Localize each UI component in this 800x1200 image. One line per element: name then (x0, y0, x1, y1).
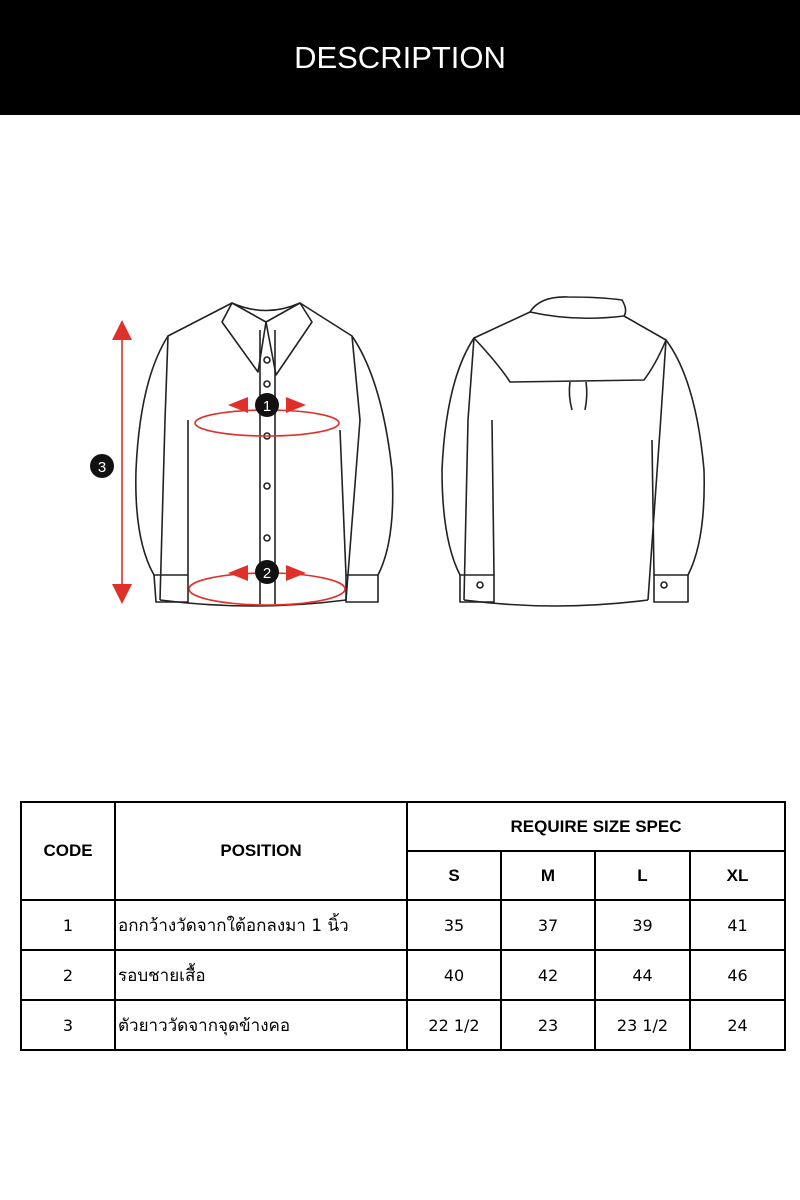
row-position: อกกว้างวัดจากใต้อกลงมา 1 นิ้ว (115, 900, 407, 950)
length-arrow-bottom (112, 584, 132, 604)
row-value-m: 42 (501, 950, 595, 1000)
row-position: รอบชายเสื้อ (115, 950, 407, 1000)
row-value-xl: 46 (690, 950, 785, 1000)
hem-arrow-left (228, 565, 248, 581)
row-position: ตัวยาววัดจากจุดข้างคอ (115, 1000, 407, 1050)
length-arrow-top (112, 320, 132, 340)
header-size-l: L (595, 851, 690, 900)
marker-2 (255, 560, 279, 584)
row-code: 1 (21, 900, 115, 950)
page-header (0, 0, 800, 115)
table-row (21, 1000, 785, 1050)
svg-text:2: 2 (262, 565, 272, 582)
table-row (21, 900, 785, 950)
row-value-l: 23 1/2 (595, 1000, 690, 1050)
row-code: 3 (21, 1000, 115, 1050)
header-size-xl: XL (690, 851, 785, 900)
row-value-xl: 24 (690, 1000, 785, 1050)
marker-1 (255, 393, 279, 417)
size-spec-table (20, 801, 786, 1051)
garment-diagram (0, 280, 800, 620)
row-value-l: 39 (595, 900, 690, 950)
header-code: CODE (21, 802, 115, 900)
page-title: DESCRIPTION (294, 39, 506, 75)
row-value-l: 44 (595, 950, 690, 1000)
svg-text:1: 1 (262, 398, 272, 415)
marker-3 (90, 454, 114, 478)
row-code: 2 (21, 950, 115, 1000)
row-value-s: 22 1/2 (407, 1000, 501, 1050)
row-value-m: 23 (501, 1000, 595, 1050)
row-value-s: 35 (407, 900, 501, 950)
hem-arrow-right (286, 565, 306, 581)
back-shirt-drawing (442, 297, 704, 606)
header-require-size-spec: REQUIRE SIZE SPEC (407, 802, 785, 851)
svg-text:3: 3 (97, 459, 107, 476)
row-value-s: 40 (407, 950, 501, 1000)
header-size-m: M (501, 851, 595, 900)
table-row (21, 950, 785, 1000)
header-position: POSITION (115, 802, 407, 900)
header-size-s: S (407, 851, 501, 900)
row-value-xl: 41 (690, 900, 785, 950)
row-value-m: 37 (501, 900, 595, 950)
